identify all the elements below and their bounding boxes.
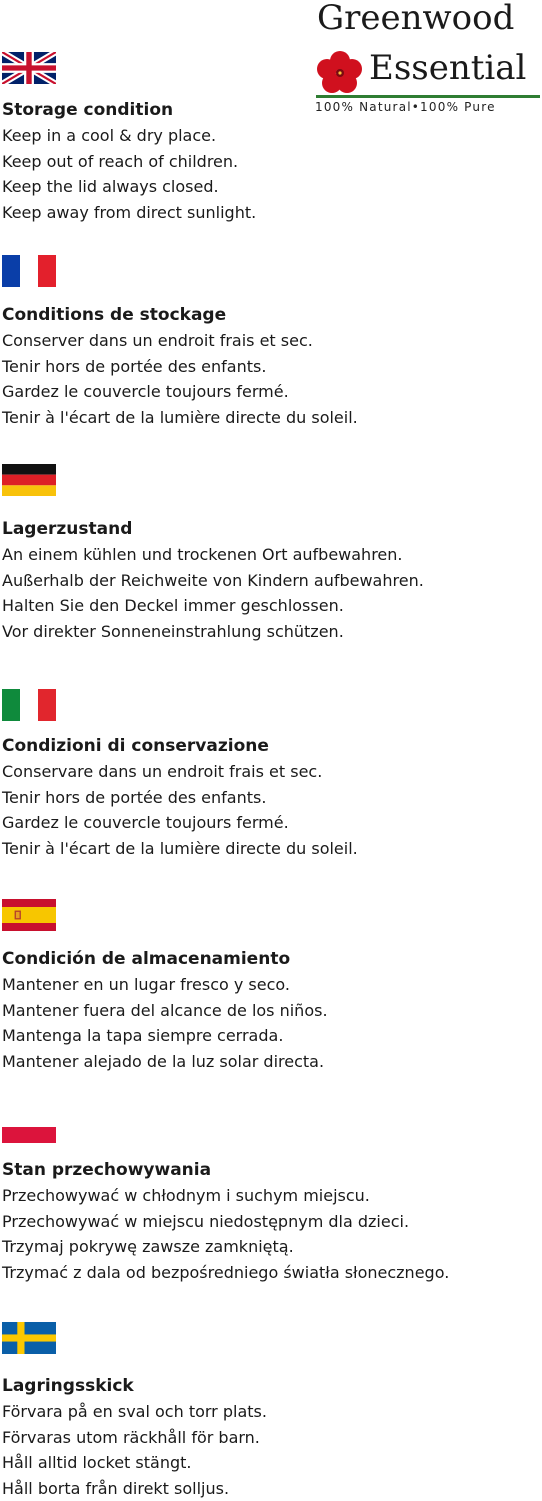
storage-section-french [2,255,358,430]
instruction-line: Gardez le couvercle toujours fermé. [2,379,358,405]
brand-name-line2: Essential [369,48,526,88]
sweden-flag-icon [2,1322,56,1354]
instruction-line: Mantener alejado de la luz solar directa. [2,1049,328,1075]
instruction-line: Keep away from direct sunlight. [2,200,256,226]
instruction-line: Gardez le couvercle toujours fermé. [2,810,358,836]
instruction-line: Halten Sie den Deckel immer geschlossen. [2,593,424,619]
instruction-line: Przechowywać w miejscu niedostępnym dla dzieci. [2,1209,449,1235]
storage-section-swedish [2,1322,267,1501]
instruction-line: Keep out of reach of children. [2,149,256,175]
instruction-line: Außerhalb der Reichweite von Kindern aufbewahren. [2,568,424,594]
poland-flag-icon [2,1111,56,1143]
hibiscus-flower-icon [317,50,363,94]
instruction-line: Trzymaj pokrywę zawsze zamkniętą. [2,1234,449,1260]
instruction-line: Tenir hors de portée des enfants. [2,354,358,380]
instruction-line: An einem kühlen und trockenen Ort aufbewahren. [2,542,424,568]
brand-name-line1: Greenwood [317,0,514,38]
instruction-line: Conservare dans un endroit frais et sec. [2,759,358,785]
uk-flag-icon [2,52,56,84]
instruction-line: Mantenga la tapa siempre cerrada. [2,1023,328,1049]
instruction-line: Keep the lid always closed. [2,174,256,200]
storage-section-italian [2,689,358,861]
instruction-line: Tenir à l'écart de la lumière directe du soleil. [2,836,358,862]
brand-logo [314,2,540,118]
section-title: Condición de almacenamiento [2,946,328,972]
section-title: Stan przechowywania [2,1157,449,1183]
storage-section-english [2,52,256,225]
instruction-line: Tenir hors de portée des enfants. [2,785,358,811]
storage-section-polish [2,1111,449,1285]
instruction-line: Mantener fuera del alcance de los niños. [2,998,328,1024]
instruction-line: Trzymać z dala od bezpośredniego światła słonecznego. [2,1260,449,1286]
instruction-line: Håll alltid locket stängt. [2,1450,267,1476]
storage-section-german [2,464,424,644]
italy-flag-icon [2,689,56,721]
section-title: Conditions de stockage [2,302,358,328]
instruction-line: Vor direkter Sonneneinstrahlung schützen. [2,619,424,645]
germany-flag-icon [2,464,56,496]
instruction-line: Förvara på en sval och torr plats. [2,1399,267,1425]
instruction-line: Förvaras utom räckhåll för barn. [2,1425,267,1451]
brand-divider [316,95,540,98]
instruction-line: Håll borta från direkt solljus. [2,1476,267,1501]
instruction-line: Tenir à l'écart de la lumière directe du soleil. [2,405,358,431]
instruction-line: Keep in a cool & dry place. [2,123,256,149]
section-title: Condizioni di conservazione [2,733,358,759]
brand-tagline: 100% Natural•100% Pure [315,100,496,114]
instruction-line: Conserver dans un endroit frais et sec. [2,328,358,354]
instruction-line: Przechowywać w chłodnym i suchym miejscu. [2,1183,449,1209]
section-title: Storage condition [2,97,256,123]
section-title: Lagerzustand [2,516,424,542]
instruction-line: Mantener en un lugar fresco y seco. [2,972,328,998]
section-title: Lagringsskick [2,1373,267,1399]
spain-flag-icon [2,899,56,931]
france-flag-icon [2,255,56,287]
storage-section-spanish [2,899,328,1074]
